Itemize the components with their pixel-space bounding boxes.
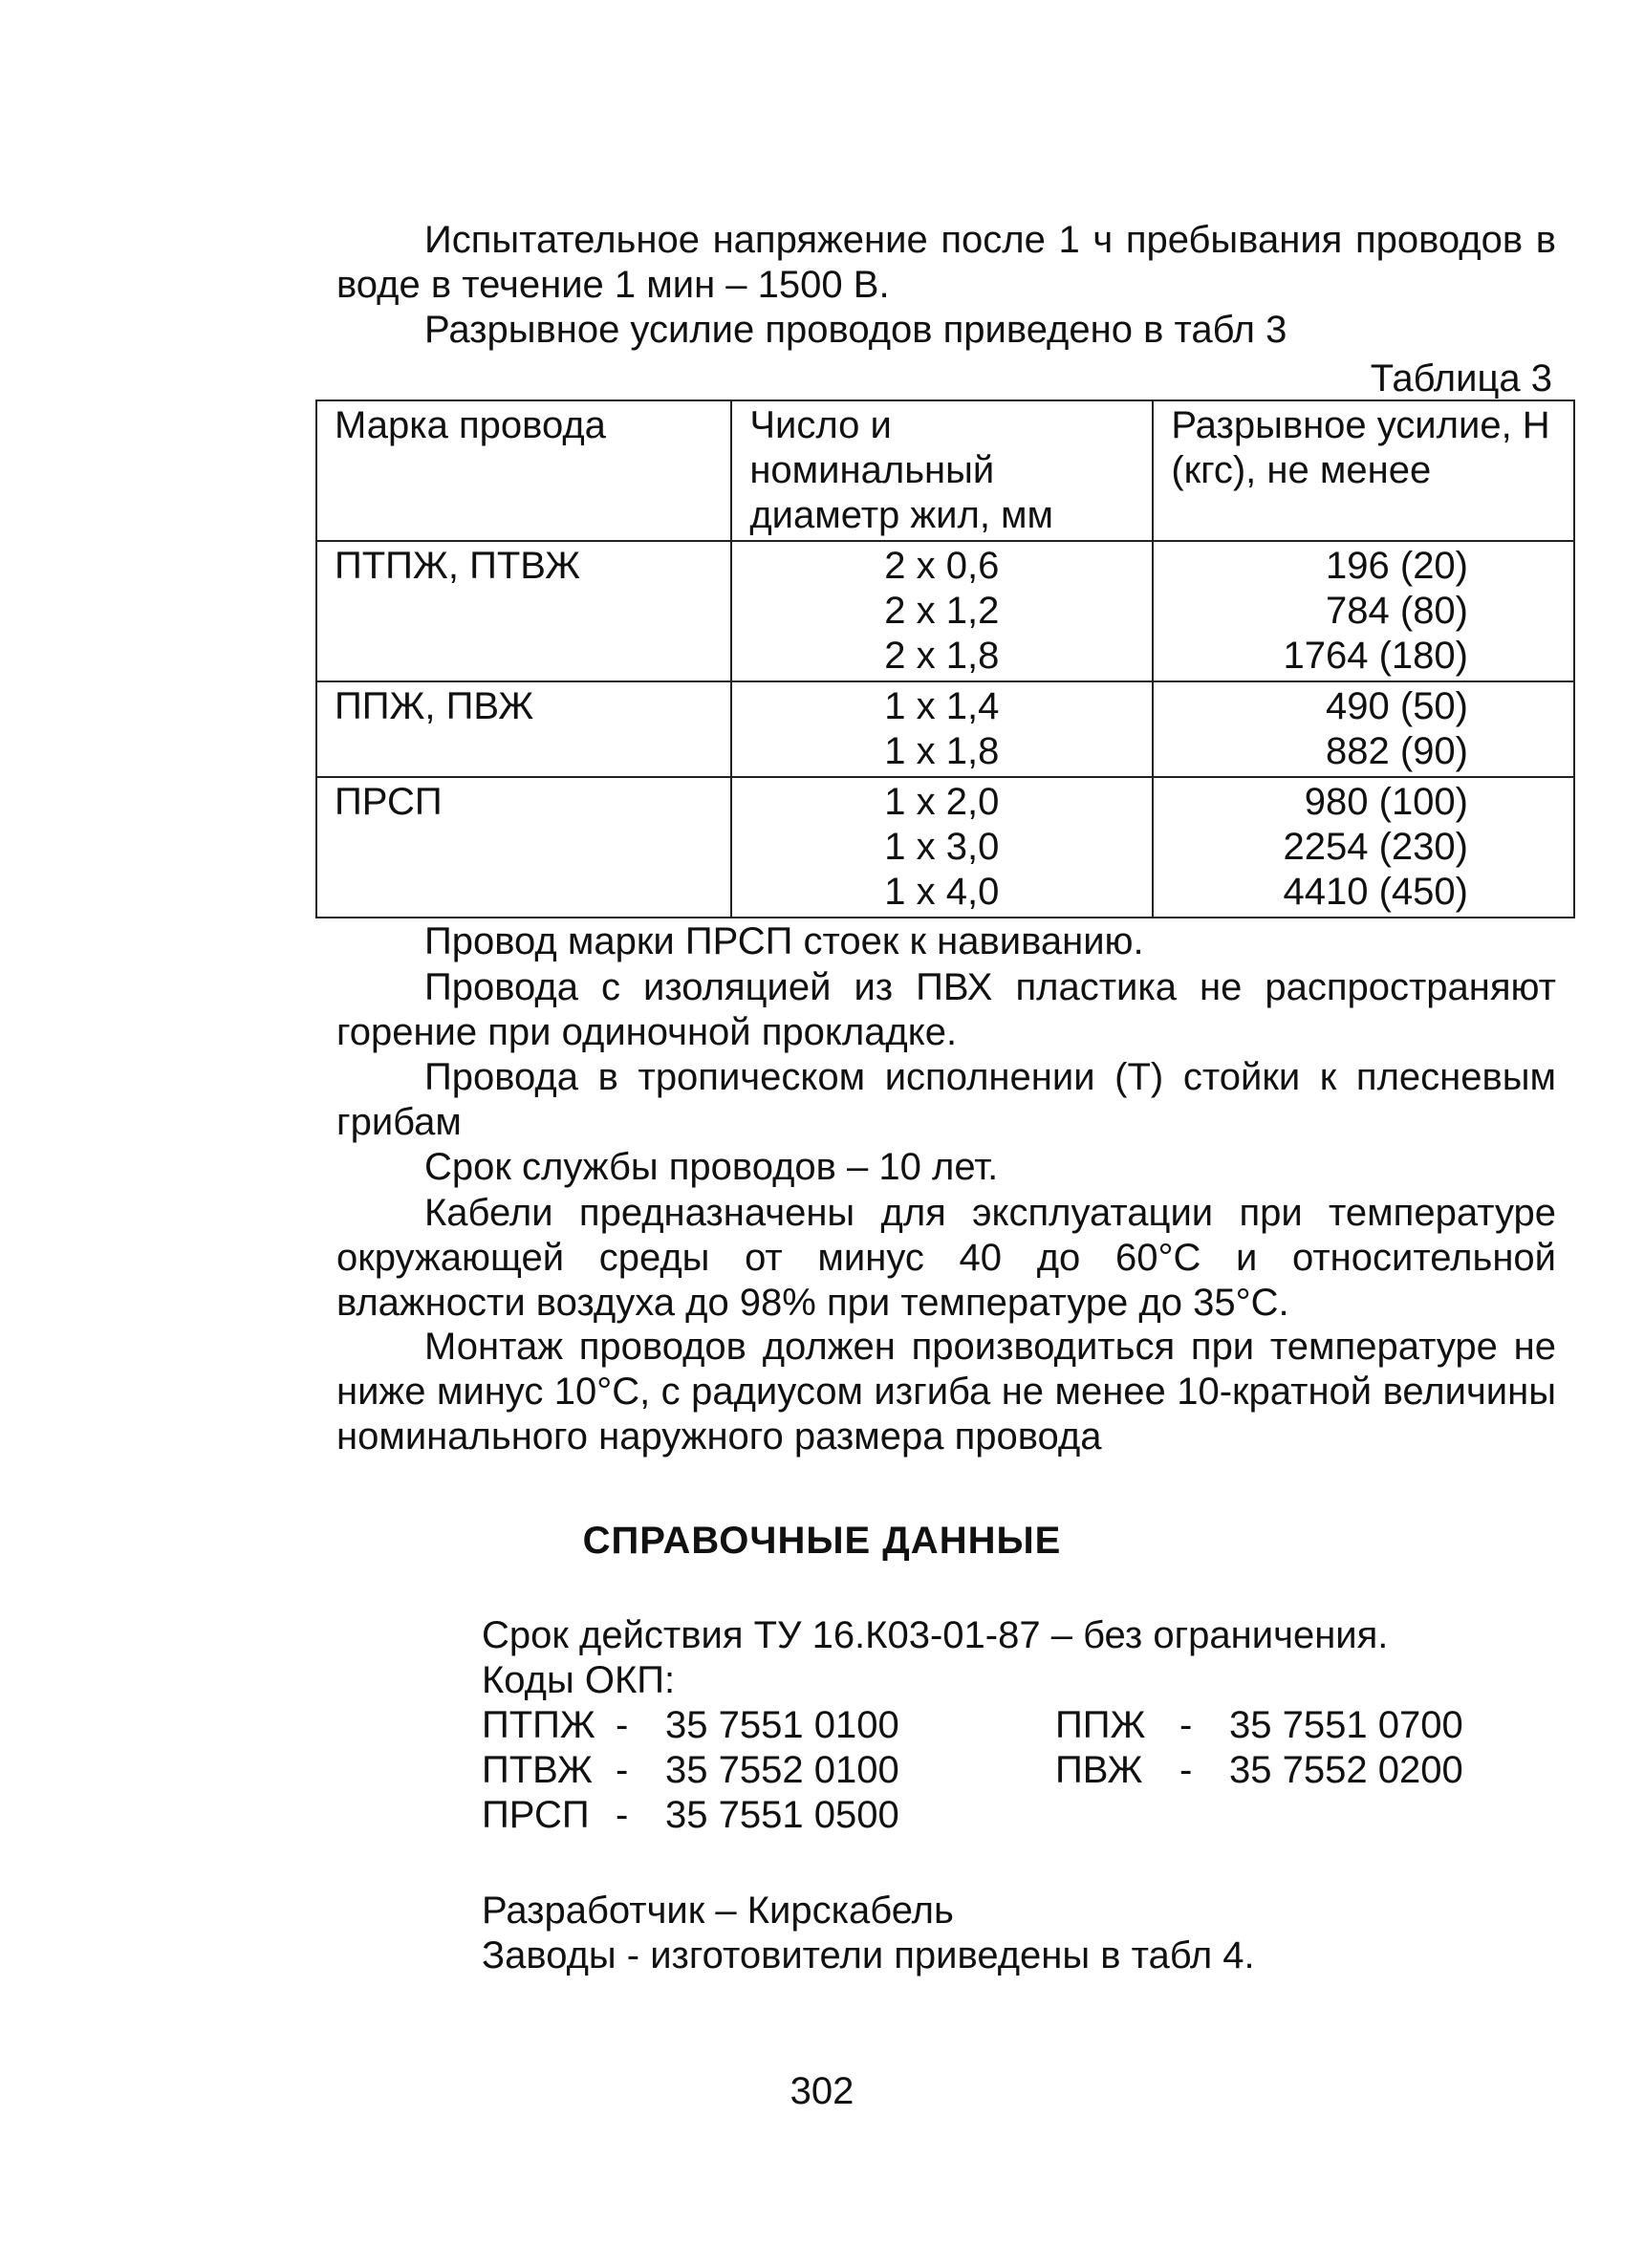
- force-value: 196 (20): [1326, 545, 1468, 587]
- note-paragraph: Провода с изоляцией из ПВХ пластика не распространяют горение при одиночной прокладке.: [336, 966, 1556, 1053]
- developer-text: Разработчик – Кирскабель: [482, 1890, 954, 1932]
- okp-code: 35 7551 0100: [665, 1704, 899, 1746]
- brand-cell: ППЖ, ПВЖ: [316, 681, 731, 777]
- okp-label: Коды ОКП:: [482, 1659, 676, 1701]
- intro-paragraph-1: Испытательное напряжение после 1 ч пребывания проводов в воде в течение 1 мин – 1500 В.: [336, 219, 1556, 306]
- size-value: 1 х 1,8: [884, 730, 1000, 772]
- size-value: 1 х 3,0: [884, 826, 1000, 868]
- force-cell: [1153, 681, 1574, 777]
- table-row: [316, 777, 1574, 918]
- header-size: Число и номинальный диаметр жил, мм: [731, 400, 1153, 541]
- note-paragraph: Монтаж проводов должен производиться при температуре не ниже минус 10°С, с радиусом изгиба не менее 10-кратной величины номинального наружного размера провода: [336, 1326, 1556, 1458]
- brand-cell: ПТПЖ, ПТВЖ: [316, 541, 731, 681]
- okp-brand: ПТПЖ: [482, 1704, 595, 1746]
- force-value: 2254 (230): [1283, 826, 1468, 868]
- size-value: 1 х 1,4: [884, 685, 1000, 727]
- force-value: 1764 (180): [1283, 635, 1468, 677]
- size-value: 2 х 1,8: [884, 635, 1000, 677]
- header-brand: Марка провода: [316, 400, 731, 541]
- force-cell: [1153, 541, 1574, 681]
- validity-text: Срок действия ТУ 16.К03-01-87 – без ограничения.: [482, 1614, 1389, 1656]
- table-row: [316, 541, 1574, 681]
- table-caption: Таблица 3: [1370, 357, 1552, 400]
- section-heading: СПРАВОЧНЫЕ ДАННЫЕ: [582, 1520, 1062, 1562]
- breaking-force-table: [315, 400, 1575, 918]
- okp-entry: ПВЖ - 35 7552 0200: [1055, 1749, 1463, 1791]
- okp-entry: ПТПЖ - 35 7551 0100: [482, 1704, 899, 1746]
- okp-code: 35 7551 0700: [1229, 1704, 1463, 1746]
- size-cell: [731, 681, 1153, 777]
- okp-brand: ПВЖ: [1055, 1749, 1143, 1791]
- force-value: 490 (50): [1326, 685, 1468, 727]
- plants-text: Заводы - изготовители приведены в табл 4.: [482, 1934, 1255, 1976]
- size-cell: [731, 777, 1153, 918]
- header-force: Разрывное усилие, Н (кгс), не менее: [1153, 400, 1574, 541]
- note-paragraph: Провода в тропическом исполнении (Т) стойки к плесневым грибам: [336, 1056, 1556, 1143]
- okp-code: 35 7552 0200: [1229, 1749, 1463, 1791]
- page-number: 302: [790, 2070, 854, 2112]
- force-value: 882 (90): [1326, 730, 1468, 772]
- note-paragraph: Срок службы проводов – 10 лет.: [424, 1146, 999, 1188]
- note-paragraph: Кабели предназначены для эксплуатации при температуре окружающей среды от минус 40 до 60°С и относительной влажности воздуха до 98% при температуре до 35°С.: [336, 1192, 1556, 1324]
- okp-brand: ПТВЖ: [482, 1749, 593, 1791]
- force-value: 4410 (450): [1283, 871, 1468, 913]
- size-value: 2 х 1,2: [884, 590, 1000, 632]
- okp-code: 35 7552 0100: [665, 1749, 899, 1791]
- force-value: 784 (80): [1326, 590, 1468, 632]
- okp-entry: ППЖ - 35 7551 0700: [1055, 1704, 1463, 1746]
- table-row: [316, 681, 1574, 777]
- note-paragraph: Провод марки ПРСП стоек к навиванию.: [424, 920, 1144, 962]
- size-value: 1 х 4,0: [884, 871, 1000, 913]
- size-value: 2 х 0,6: [884, 545, 1000, 587]
- okp-brand: ППЖ: [1055, 1704, 1146, 1746]
- table-header-row: [316, 400, 1574, 541]
- force-cell: [1153, 777, 1574, 918]
- intro-paragraph-2: Разрывное усилие проводов приведено в табл 3: [424, 309, 1287, 351]
- okp-entry: ПТВЖ - 35 7552 0100: [482, 1749, 899, 1791]
- size-cell: [731, 541, 1153, 681]
- okp-brand: ПРСП: [482, 1794, 590, 1836]
- size-value: 1 х 2,0: [884, 781, 1000, 823]
- okp-entry: ПРСП - 35 7551 0500: [482, 1794, 899, 1836]
- force-value: 980 (100): [1304, 781, 1468, 823]
- brand-cell: ПРСП: [316, 777, 731, 918]
- okp-code: 35 7551 0500: [665, 1794, 899, 1836]
